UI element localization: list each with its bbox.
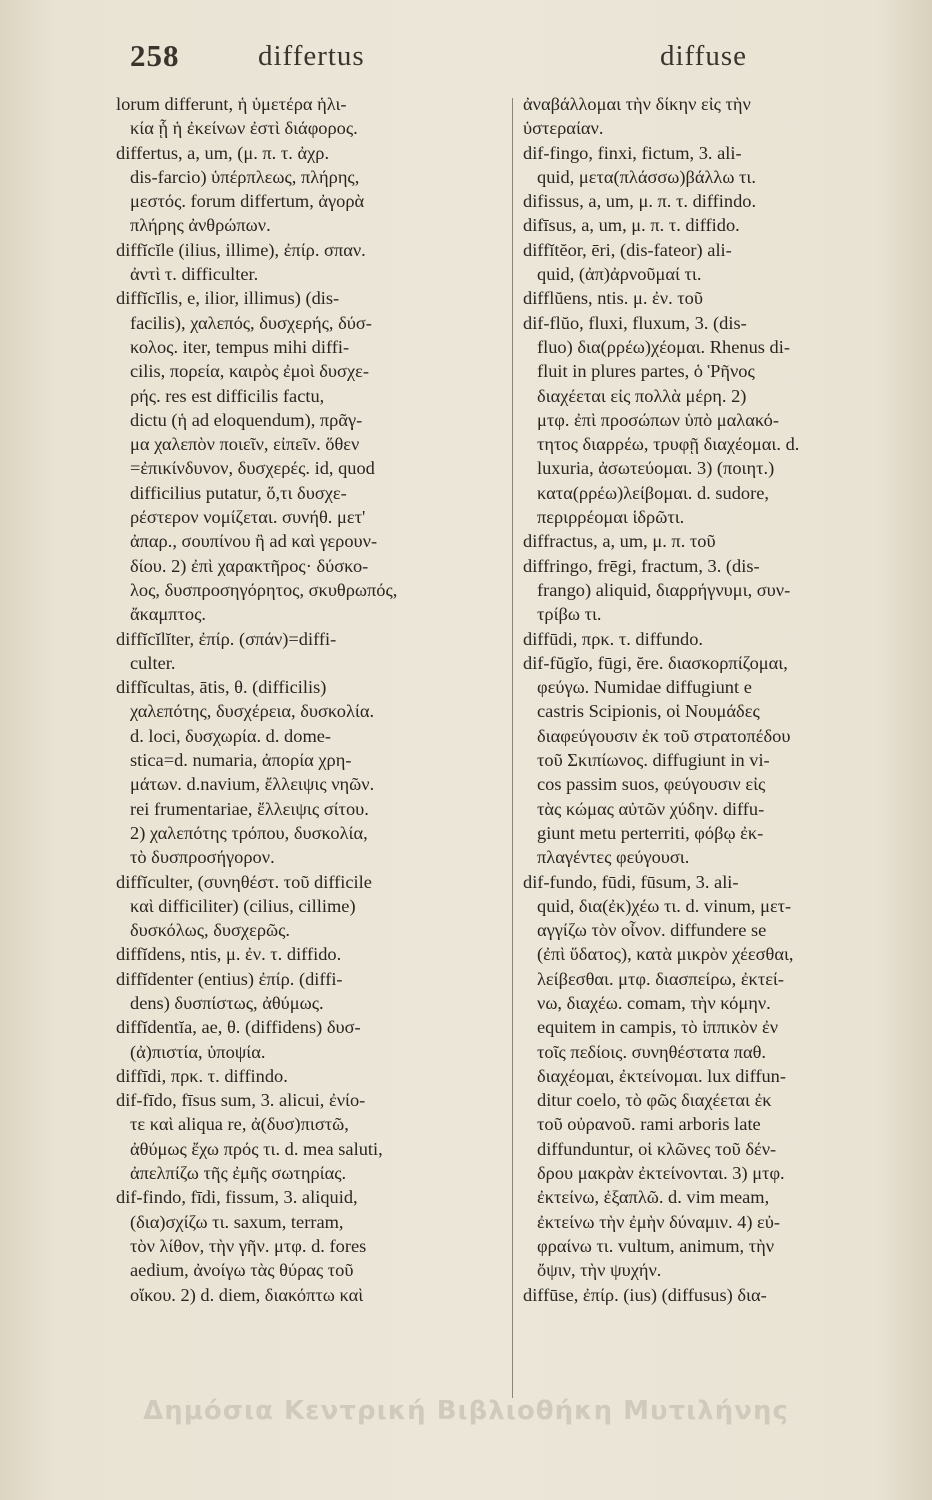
entry-line: δρου μακρὰν ἐκτείνονται. 3) μτφ. — [537, 1163, 785, 1184]
entry-line: μα χαλεπὸν ποιεῖν, εἰπεῖν. ὅθεν — [130, 434, 360, 455]
entry-line: νω, διαχέω. comam, τὴν κόμην. — [537, 992, 771, 1013]
entry-line: diffĭcĭlĭter, ἐπίρ. (σπάν)=diffi- — [116, 628, 337, 649]
entry-line: (ἀ)πιστία, ὑποψία. — [130, 1041, 266, 1062]
entry-line: πλαγέντες φεύγουσι. — [537, 847, 690, 868]
entry-line: ἀπαρ., σουπίνου ἢ ad καὶ γερουν- — [130, 531, 378, 552]
entry-line: difflŭens, ntis. μ. ἐν. τοῦ — [523, 288, 703, 309]
entry-line: fluit in plures partes, ὁ Ῥῆνος — [537, 361, 755, 382]
entry-line: μεστός. forum differtum, ἀγορὰ — [130, 191, 365, 212]
entry-line: castris Scipionis, οἱ Νουμάδες — [537, 701, 760, 722]
entry-line: ἀπελπίζω τῆς ἐμῆς σωτηρίας. — [130, 1163, 347, 1184]
page-number: 258 — [130, 38, 180, 73]
entry-line: fluo) δια(ρρέω)χέομαι. Rhenus di- — [537, 336, 790, 357]
entry-line: τοῦ οὐρανοῦ. rami arboris late — [537, 1114, 761, 1135]
entry-line: diffūdi, πρκ. τ. diffundo. — [523, 628, 704, 649]
entry-line: equitem in campis, τὸ ἱππικὸν ἐν — [537, 1017, 779, 1038]
entry-line: τὰς κώμας αὐτῶν χύδην. diffu- — [537, 798, 765, 819]
entry-line: φεύγω. Numidae diffugiunt e — [537, 677, 752, 698]
entry-line: ὄψιν, τὴν ψυχήν. — [537, 1260, 662, 1281]
entry-line: ditur coelo, τὸ φῶς διαχέεται ἐκ — [537, 1090, 772, 1111]
entry-line: τητος διαρρέω, τρυφῇ διαχέομαι. d. — [537, 434, 800, 455]
entry-line: diffĭcĭlis, e, ilior, illimus) (dis- — [116, 288, 340, 309]
entry-line: χαλεπότης, δυσχέρεια, δυσκολία. — [130, 701, 375, 722]
entry-line: ἀθύμως ἔχω πρός τι. d. mea saluti, — [130, 1138, 383, 1159]
entry-line: difficilius putatur, ὅ,τι δυσχε- — [130, 482, 347, 503]
entry-line: diffĭdentĭa, ae, θ. (diffidens) δυσ- — [116, 1017, 361, 1038]
entry-line: λείβεσθαι. μτφ. διασπείρω, ἐκτεί- — [537, 968, 784, 989]
entry-line: τοῦ Σκιπίωνος. diffugiunt in vi- — [537, 750, 770, 771]
entry-line: ἐκτείνω τὴν ἐμὴν δύναμιν. 4) εὐ- — [537, 1211, 781, 1232]
entry-line: diffĭtĕor, ēri, (dis-fateor) ali- — [523, 239, 732, 260]
entry-line: ἀντὶ τ. difficulter. — [130, 264, 259, 285]
entry-line: diffĭdenter (entius) ἐπίρ. (diffi- — [116, 968, 343, 989]
entry-line: diffĭculter, (συνηθέστ. τοῦ difficile — [116, 871, 372, 892]
entry-line: τοῖς πεδίοις. συνηθέστατα παθ. — [537, 1041, 767, 1062]
entry-line: 2) χαλεπότης τρόπου, δυσκολία, — [130, 822, 368, 843]
entry-line: quid, (ἀπ)ἀρνοῦμαί τι. — [537, 264, 702, 285]
entry-line: ἀναβάλλομαι τὴν δίκην εἰς τὴν — [523, 94, 751, 114]
entry-line: κατα(ρρέω)λείβομαι. d. sudore, — [537, 482, 769, 503]
entry-line: diffīdi, πρκ. τ. diffindo. — [116, 1065, 288, 1086]
entry-line: ρής. res est difficilis factu, — [130, 385, 325, 406]
entry-line: differtus, a, um, (μ. π. τ. ἀχρ. — [116, 142, 330, 163]
entry-line: giunt metu perterriti, φόβῳ ἐκ- — [537, 822, 764, 843]
entry-line: diffūse, ἐπίρ. (ius) (diffusus) δια- — [523, 1284, 767, 1305]
entry-line: diffĭcultas, ātis, θ. (difficilis) — [116, 677, 327, 698]
entry-line: μάτων. d.navium, ἔλλειψις νηῶν. — [130, 774, 375, 795]
entry-line: stica=d. numaria, ἀπορία χρη- — [130, 750, 352, 771]
entry-line: (δια)σχίζω τι. saxum, terram, — [130, 1211, 344, 1232]
entry-line: δυσκόλως, δυσχερῶς. — [130, 920, 290, 941]
entry-line: διαχέομαι, ἐκτείνομαι. lux diffun- — [537, 1065, 787, 1086]
entry-line: dif-fŭgĭo, fūgi, ĕre. διασκορπίζομαι, — [523, 652, 788, 673]
entry-line: diffringo, frēgi, fractum, 3. (dis- — [523, 555, 760, 576]
library-watermark: Δημόσια Κεντρική Βιβλιοθήκη Μυτιλήνης — [143, 1396, 789, 1426]
entry-line: ὑστεραίαν. — [523, 118, 604, 139]
entry-line: διαχέεται εἰς πολλὰ μέρη. 2) — [537, 385, 747, 406]
entry-line: culter. — [130, 652, 176, 673]
guide-word-last: diffuse — [659, 40, 747, 72]
entry-line: quid, μετα(πλάσσω)βάλλω τι. — [537, 166, 756, 187]
entry-line: λος, δυσπροσηγόρητος, σκυθρωπός, — [130, 579, 398, 600]
entry-line: (ἐπὶ ὕδατος), κατὰ μικρὸν χέεσθαι, — [537, 944, 794, 965]
entry-line: d. loci, δυσχωρία. d. dome- — [130, 725, 332, 746]
entry-line: diffĭcĭle (ilius, illime), ἐπίρ. σπαν. — [116, 239, 366, 260]
right-column — [523, 92, 910, 1392]
entry-line: luxuria, ἀσωτεύομαι. 3) (ποιητ.) — [537, 458, 775, 479]
entry-line: διαφεύγουσιν ἐκ τοῦ στρατοπέδου — [537, 725, 791, 746]
entry-line: πλήρης ἀνθρώπων. — [130, 215, 271, 236]
entry-line: περιρρέομαι ἱδρῶτι. — [537, 507, 685, 528]
entry-line: quid, δια(ἐκ)χέω τι. d. vinum, μετ- — [537, 895, 792, 916]
entry-line: τρίβω τι. — [537, 604, 602, 625]
entry-line: lorum differunt, ἡ ὑμετέρα ἡλι- — [116, 94, 347, 114]
entry-line: οἴκου. 2) d. diem, διακόπτω καὶ — [130, 1284, 364, 1305]
entry-line: ρέστερον νομίζεται. συνήθ. μετ' — [130, 507, 366, 528]
entry-line: diffractus, a, um, μ. π. τοῦ — [523, 531, 716, 552]
entry-line: dictu (ἡ ad eloquendum), πρᾶγ- — [130, 409, 363, 430]
entry-line: =ἐπικίνδυνον, δυσχερές. id, quod — [130, 458, 375, 479]
entry-line: δίου. 2) ἐπὶ χαρακτῆρος· δύσκο- — [130, 555, 369, 576]
entry-line: rei frumentariae, ἔλλειψις σίτου. — [130, 798, 369, 819]
entry-line: ἄκαμπτος. — [130, 604, 206, 625]
entry-line: τὸν λίθον, τὴν γῆν. μτφ. d. fores — [130, 1235, 367, 1256]
entry-line: cilis, πορεία, καιρὸς ἐμοὶ δυσχε- — [130, 361, 369, 382]
entry-line: τε καὶ aliqua re, ἀ(δυσ)πιστῶ, — [130, 1114, 349, 1135]
entry-line: ἐκτείνω, ἐξαπλῶ. d. vim meam, — [537, 1187, 770, 1208]
entry-line: cos passim suos, φεύγουσιν εἰς — [537, 774, 766, 795]
entry-line: dif-fundo, fūdi, fūsum, 3. ali- — [523, 871, 739, 892]
entry-line: difīsus, a, um, μ. π. τ. diffido. — [523, 215, 740, 236]
entry-line: diffĭdens, ntis, μ. ἐν. τ. diffido. — [116, 944, 342, 965]
guide-word-first: differtus — [258, 40, 365, 72]
entry-line: αγγίζω τὸν οἶνον. diffundere se — [537, 920, 767, 941]
entry-line: dis-farcio) ὑπέρπλεως, πλήρης, — [130, 166, 360, 187]
entry-line: frango) aliquid, διαρρήγνυμι, συν- — [537, 579, 791, 600]
entry-line: καὶ difficiliter) (cilius, cillime) — [130, 895, 356, 916]
entry-line: difissus, a, um, μ. π. τ. diffindo. — [523, 191, 757, 212]
entry-line: μτφ. ἐπὶ προσώπων ὑπὸ μαλακό- — [537, 409, 780, 430]
entry-line: φραίνω τι. vultum, animum, τὴν — [537, 1235, 775, 1256]
entry-line: dif-flŭo, fluxi, fluxum, 3. (dis- — [523, 312, 747, 333]
entry-line: dif-fīdo, fīsus sum, 3. alicui, ἐνίο- — [116, 1090, 366, 1111]
left-column — [116, 92, 508, 1392]
entry-line: diffunduntur, οἱ κλῶνες τοῦ δέν- — [537, 1138, 777, 1159]
entry-line: dif-findo, fīdi, fissum, 3. aliquid, — [116, 1187, 358, 1208]
entry-line: facilis), χαλεπός, δυσχερής, δύσ- — [130, 312, 372, 333]
entry-line: dens) δυσπίστως, ἀθύμως. — [130, 992, 324, 1013]
entry-line: κία ᾗ ἡ ἐκείνων ἐστὶ διάφορος. — [130, 118, 358, 139]
entry-line: dif-fingo, finxi, fictum, 3. ali- — [523, 142, 742, 163]
column-divider — [512, 98, 513, 1398]
page-header — [130, 38, 747, 86]
entry-line: τὸ δυσπροσήγορον. — [130, 847, 275, 868]
entry-line: κολος. iter, tempus mihi diffi- — [130, 336, 350, 357]
entry-line: aedium, ἀνοίγω τὰς θύρας τοῦ — [130, 1260, 354, 1281]
